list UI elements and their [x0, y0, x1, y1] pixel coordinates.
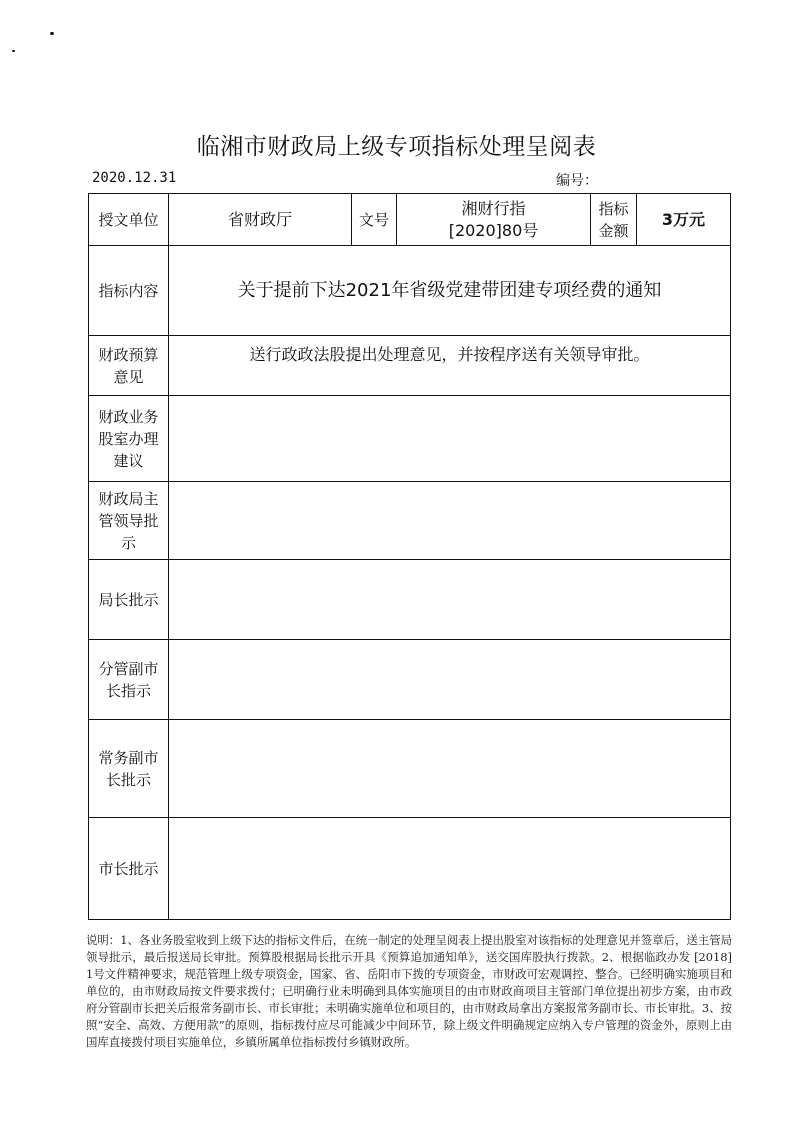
exec-vice-mayor-label-line1: 常务副市: [98, 748, 159, 767]
content-row: [89, 246, 731, 336]
budget-opinion-label: [89, 336, 169, 396]
scan-speck: [50, 32, 54, 35]
amount-label-line2: 金额: [598, 221, 629, 240]
explanatory-note: 说明：1、各业务股室收到上级下达的指标文件后，在统一制定的处理呈阅表上提出股室对该指标的处理意见并签章后，送主管局领导批示，最后报送局长审批。预算股根据局长批示开具《预算追加通知单》，送交国库股执行拨款。2、根据临政办发 [2018] 1号文件精神要求，规范管理上级专项资金，国家、省、岳阳市下拨的专项资金，市财政可宏观调控、整合。已经明确实施项目和单位的，由市财政局按文件要求拨付；已明确行业未明确到具体实施项目的由市财政商项目主管部门单位提出初步方案，由市政府分管副市长把关后报常务副市长、市长审批；未明确实施单位和项目的，由市财政局拿出方案报常务副市长、市长审批。3、按照“安全、高效、方便用款”的原则，指标拨付应尽可能减少中间环节，除上级文件明确规定应纳入专户管理的资金外，原则上由国库直接拨付项目实施单位，乡镇所属单位指标拨付乡镇财政所。: [86, 933, 732, 1049]
dept-suggestion-label-line2: 股室办理: [98, 429, 159, 448]
director-instruction-field[interactable]: [169, 560, 731, 640]
page-title: 临湘市财政局上级专项指标处理呈阅表: [196, 134, 597, 160]
document-date: 2020.12.31: [92, 170, 177, 186]
exec-vice-mayor-instruction-row: [89, 720, 731, 818]
amount-label-line1: 指标: [598, 199, 629, 218]
doc-number-value: [397, 194, 591, 246]
issuer-label: 授文单位: [89, 194, 169, 246]
vice-mayor-label-line2: 长指示: [105, 681, 151, 700]
vice-mayor-instruction-label: [89, 640, 169, 720]
vice-mayor-label-line1: 分管副市: [98, 659, 159, 678]
vice-mayor-instruction-field[interactable]: [169, 640, 731, 720]
mayor-instruction-label: 市长批示: [89, 818, 169, 920]
exec-vice-mayor-instruction-field[interactable]: [169, 720, 731, 818]
header-row: [89, 194, 731, 246]
leader-instruction-label-line2: 管领导批: [98, 511, 159, 530]
vice-mayor-instruction-row: [89, 640, 731, 720]
content-label: 指标内容: [89, 246, 169, 336]
scan-speck: [12, 50, 15, 52]
mayor-instruction-row: [89, 818, 731, 920]
budget-opinion-label-line2: 意见: [113, 367, 144, 386]
director-instruction-row: [89, 560, 731, 640]
doc-number-line2: [2020]80号: [448, 220, 539, 240]
doc-number-label: 文号: [352, 194, 397, 246]
budget-opinion-row: [89, 336, 731, 396]
dept-suggestion-label-line3: 建议: [113, 451, 144, 470]
issuer-value: 省财政厅: [169, 194, 352, 246]
leader-instruction-label-line1: 财政局主: [98, 489, 159, 508]
budget-opinion-label-line1: 财政预算: [98, 345, 159, 364]
dept-suggestion-label-line1: 财政业务: [98, 407, 159, 426]
mayor-instruction-field[interactable]: [169, 818, 731, 920]
director-instruction-label: 局长批示: [89, 560, 169, 640]
leader-instruction-field[interactable]: [169, 482, 731, 560]
content-value: 关于提前下达2021年省级党建带团建专项经费的通知: [169, 246, 731, 336]
amount-label: [591, 194, 637, 246]
exec-vice-mayor-label-line2: 长批示: [105, 770, 151, 789]
approval-form-table: [88, 193, 731, 920]
leader-instruction-label: [89, 482, 169, 560]
serial-number-label: 编号：: [556, 173, 598, 189]
dept-suggestion-field[interactable]: [169, 396, 731, 482]
doc-number-line1: 湘财行指: [461, 198, 526, 218]
leader-instruction-row: [89, 482, 731, 560]
leader-instruction-label-line3: 示: [120, 533, 136, 552]
budget-opinion-value: 送行政政法股提出处理意见，并按程序送有关领导审批。: [169, 336, 731, 396]
dept-suggestion-label: [89, 396, 169, 482]
dept-suggestion-row: [89, 396, 731, 482]
amount-value: 3万元: [637, 194, 731, 246]
exec-vice-mayor-instruction-label: [89, 720, 169, 818]
